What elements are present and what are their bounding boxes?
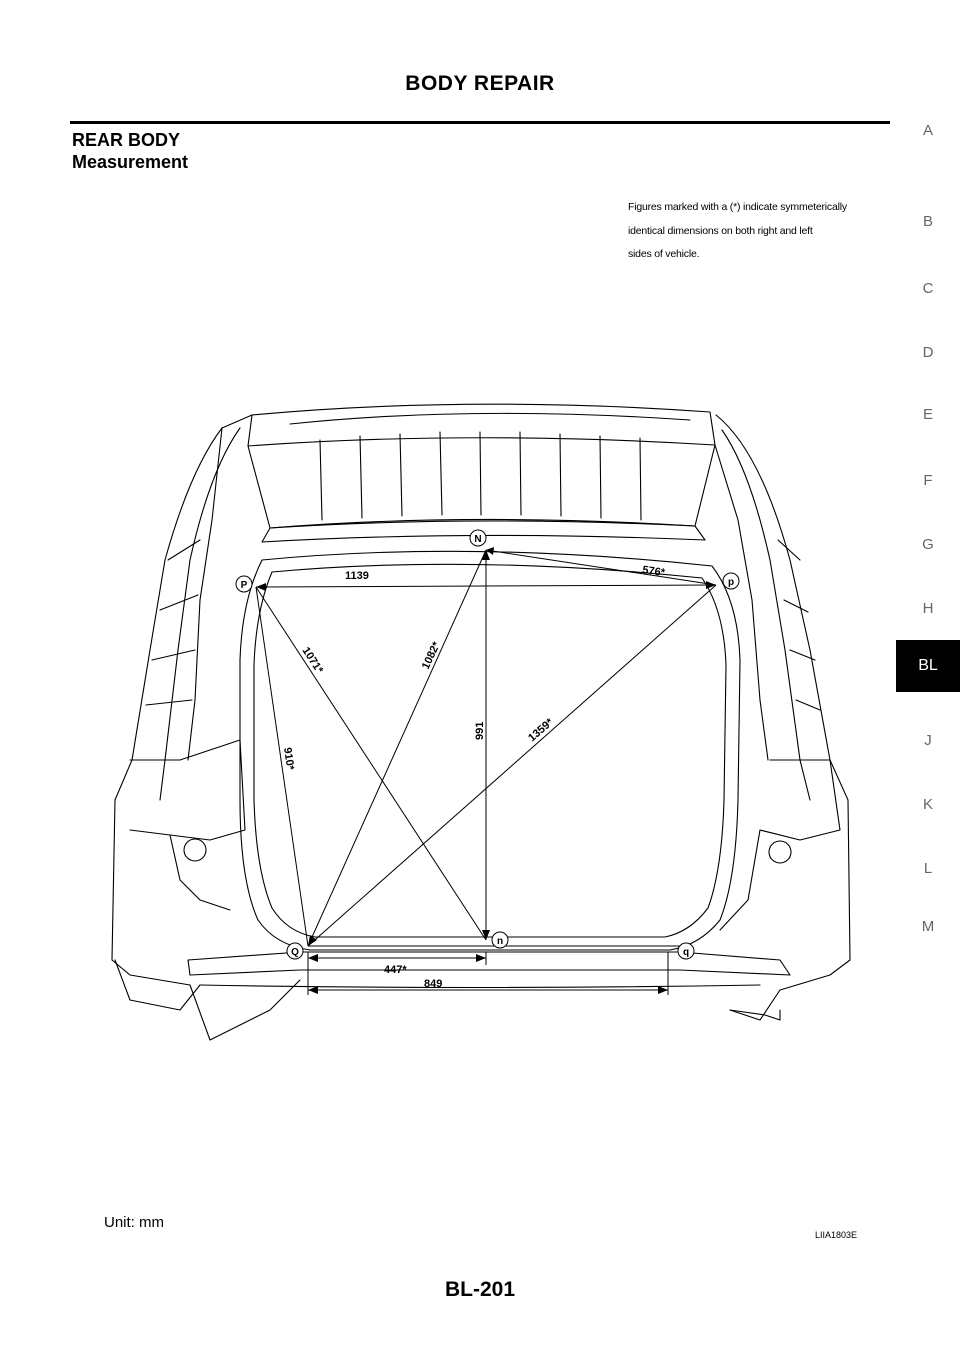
point-n-lower-marker [492, 932, 508, 948]
side-tab-a[interactable]: A [922, 122, 933, 139]
dim-910: 910* [281, 746, 297, 771]
dim-991: 991 [474, 721, 486, 740]
back-door-opening-outer [240, 551, 740, 950]
dim-849: 849 [424, 978, 443, 990]
arrow-head [308, 954, 318, 962]
left-lower-panel [170, 835, 230, 910]
roof-rear-panel [248, 445, 715, 528]
rear-bumper-line [200, 985, 760, 988]
left-outer-body [112, 428, 300, 1040]
side-tab-f[interactable]: F [923, 472, 933, 489]
right-pillar-ribs [778, 540, 820, 710]
point-q-lower-label: q [682, 947, 690, 958]
roof-highlight [290, 413, 690, 424]
roof-ribs [320, 432, 641, 520]
right-wheelhouse [760, 760, 840, 840]
line-n-p [486, 550, 716, 585]
dim-576: 576* [641, 564, 666, 580]
line-n-q [308, 550, 486, 946]
side-tab-j[interactable]: J [924, 732, 932, 749]
note-line-1: Figures marked with a (*) indicate symmeterically [628, 201, 847, 213]
measurement-lines [256, 550, 716, 995]
point-q-upper-label: Q [291, 947, 299, 958]
back-door-opening-inner [254, 564, 726, 937]
right-lower-panel [720, 830, 760, 930]
right-hole [769, 841, 791, 863]
point-n-lower-label: n [496, 936, 504, 947]
dim-447: 447* [384, 964, 407, 976]
side-tab-h[interactable]: H [922, 600, 934, 617]
dim-1359: 1359* [526, 716, 556, 745]
point-n-marker [470, 530, 486, 546]
arrow-head [476, 954, 486, 962]
right-outer-body [716, 415, 850, 1020]
point-p-lower-marker [723, 573, 739, 589]
point-markers [236, 530, 739, 959]
point-n-label: N [474, 534, 482, 545]
side-tab-k[interactable]: K [922, 796, 933, 813]
point-p-upper-label: P [240, 580, 248, 591]
dim-1082: 1082* [419, 640, 443, 672]
figure-id: LIIA1803E [815, 1230, 858, 1240]
right-c-pillar [715, 445, 768, 760]
rear-sill [188, 952, 790, 975]
point-p-lower-label: p [727, 577, 735, 588]
arrow-head [308, 986, 318, 994]
side-tab-b[interactable]: B [922, 213, 933, 230]
dim-1071: 1071* [299, 645, 326, 676]
section-title: REAR BODY [72, 130, 181, 150]
note-line-3: sides of vehicle. [628, 248, 700, 260]
line-p-q [308, 585, 716, 946]
dim-1139: 1139 [345, 570, 369, 582]
left-wheelhouse [130, 740, 245, 840]
arrow-head [658, 986, 668, 994]
note-line-2: identical dimensions on both right and left [628, 224, 813, 237]
point-p-upper-marker [236, 576, 252, 592]
side-index [896, 0, 960, 1358]
left-hole [184, 839, 206, 861]
dimension-labels [281, 564, 666, 990]
section-subtitle: Measurement [72, 152, 189, 172]
point-q-upper-marker [287, 943, 303, 959]
side-tab-d[interactable]: D [922, 344, 934, 361]
side-tab-l[interactable]: L [923, 860, 933, 877]
point-q-lower-marker [678, 943, 694, 959]
side-tab-c[interactable]: C [922, 280, 934, 297]
arrow-head [706, 581, 716, 589]
roof-panel [248, 404, 715, 446]
unit-label: Unit: mm [104, 1214, 164, 1231]
side-tab-m[interactable]: M [921, 918, 935, 935]
page-number: BL-201 [444, 1278, 516, 1301]
side-tab-bl-active[interactable]: BL [896, 640, 960, 692]
page-header-title: BODY REPAIR [405, 72, 555, 95]
side-tab-e[interactable]: E [922, 406, 933, 423]
side-tab-g[interactable]: G [922, 536, 934, 553]
line-p-q-left [256, 587, 308, 946]
